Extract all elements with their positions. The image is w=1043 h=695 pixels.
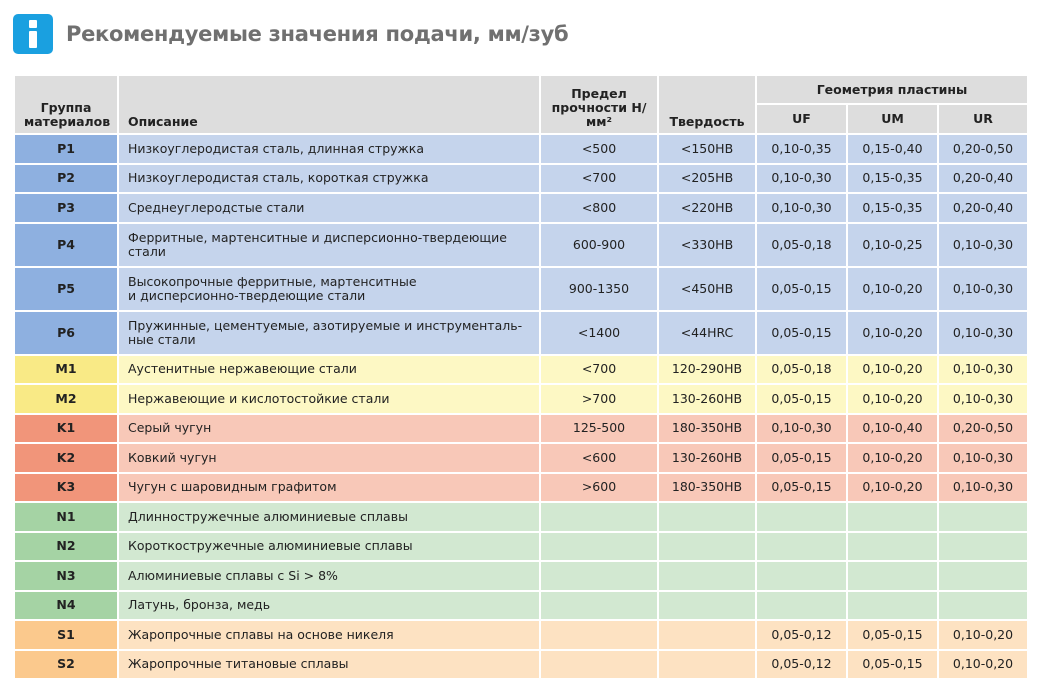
feed-table: [13, 74, 1029, 680]
hardness-cell: 130-260HB: [658, 443, 756, 473]
strength-cell: <500: [540, 134, 658, 164]
description-line: Ферритные, мартенситные и дисперсионно-твердеющие: [128, 229, 507, 245]
material-description: Аустенитные нержавеющие стали: [118, 355, 540, 385]
ur-cell: [938, 532, 1028, 562]
um-cell: 0,05-0,15: [847, 650, 938, 680]
strength-cell: <600: [540, 443, 658, 473]
hardness-cell: <450HB: [658, 267, 756, 311]
hardness-cell: <150HB: [658, 134, 756, 164]
material-description: Ковкий чугун: [118, 443, 540, 473]
uf-cell: 0,05-0,15: [756, 473, 847, 503]
table-row: [14, 311, 1028, 355]
material-description: [118, 311, 540, 355]
hardness-cell: <205HB: [658, 164, 756, 194]
strength-cell: <700: [540, 164, 658, 194]
uf-cell: 0,10-0,30: [756, 414, 847, 444]
info-icon: [13, 14, 53, 54]
description-line: и дисперсионно-твердеющие стали: [128, 287, 366, 303]
uf-cell: 0,05-0,12: [756, 650, 847, 680]
table-row: [14, 443, 1028, 473]
description-line: Высокопрочные ферритные, мартенситные: [128, 273, 417, 289]
material-group: K2: [14, 443, 118, 473]
uf-cell: [756, 502, 847, 532]
table-row: [14, 502, 1028, 532]
material-group: P3: [14, 193, 118, 223]
hardness-cell: [658, 502, 756, 532]
um-cell: 0,10-0,20: [847, 443, 938, 473]
material-description: [118, 267, 540, 311]
material-group: S1: [14, 620, 118, 650]
material-group: M2: [14, 384, 118, 414]
ur-cell: 0,10-0,30: [938, 311, 1028, 355]
uf-cell: 0,05-0,15: [756, 443, 847, 473]
header-um: UM: [847, 104, 938, 134]
ur-cell: 0,20-0,40: [938, 164, 1028, 194]
material-description: Жаропрочные сплавы на основе никеля: [118, 620, 540, 650]
um-cell: [847, 502, 938, 532]
uf-cell: 0,05-0,15: [756, 384, 847, 414]
ur-cell: 0,10-0,30: [938, 267, 1028, 311]
uf-cell: 0,10-0,30: [756, 164, 847, 194]
material-group: P5: [14, 267, 118, 311]
material-group: N2: [14, 532, 118, 562]
uf-cell: 0,05-0,15: [756, 267, 847, 311]
hardness-cell: 180-350HB: [658, 473, 756, 503]
material-description: Алюминиевые сплавы с Si > 8%: [118, 561, 540, 591]
um-cell: [847, 561, 938, 591]
table-row: [14, 384, 1028, 414]
strength-cell: 900-1350: [540, 267, 658, 311]
uf-cell: 0,10-0,35: [756, 134, 847, 164]
material-group: P6: [14, 311, 118, 355]
hardness-cell: [658, 532, 756, 562]
material-group: N3: [14, 561, 118, 591]
material-description: Длинностружечные алюминиевые сплавы: [118, 502, 540, 532]
ur-cell: 0,10-0,30: [938, 355, 1028, 385]
um-cell: 0,10-0,20: [847, 267, 938, 311]
um-cell: 0,10-0,20: [847, 384, 938, 414]
header-geometry: Геометрия пластины: [756, 75, 1028, 104]
strength-cell: [540, 650, 658, 680]
um-cell: 0,10-0,20: [847, 473, 938, 503]
table-row: [14, 134, 1028, 164]
strength-cell: [540, 591, 658, 621]
page-title: Рекомендуемые значения подачи, мм/зуб: [66, 22, 569, 46]
ur-cell: [938, 502, 1028, 532]
uf-cell: 0,05-0,18: [756, 355, 847, 385]
material-group: N1: [14, 502, 118, 532]
description-line: ные стали: [128, 331, 196, 347]
header-description: Описание: [118, 75, 540, 134]
material-group: N4: [14, 591, 118, 621]
table-row: [14, 223, 1028, 267]
table-row: [14, 267, 1028, 311]
material-group: P1: [14, 134, 118, 164]
uf-cell: 0,10-0,30: [756, 193, 847, 223]
table-row: [14, 193, 1028, 223]
strength-cell: <1400: [540, 311, 658, 355]
ur-cell: [938, 561, 1028, 591]
hardness-cell: [658, 591, 756, 621]
um-cell: [847, 532, 938, 562]
hardness-cell: <220HB: [658, 193, 756, 223]
hardness-cell: 130-260HB: [658, 384, 756, 414]
hardness-cell: 180-350HB: [658, 414, 756, 444]
hardness-cell: [658, 650, 756, 680]
material-description: Низкоуглеродистая сталь, длинная стружка: [118, 134, 540, 164]
material-group: M1: [14, 355, 118, 385]
strength-cell: 600-900: [540, 223, 658, 267]
uf-cell: 0,05-0,18: [756, 223, 847, 267]
um-cell: [847, 591, 938, 621]
material-group: K1: [14, 414, 118, 444]
hardness-cell: <44HRC: [658, 311, 756, 355]
table-body: [14, 134, 1028, 679]
material-description: Чугун с шаровидным графитом: [118, 473, 540, 503]
hardness-cell: 120-290HB: [658, 355, 756, 385]
strength-cell: [540, 620, 658, 650]
header-ur: UR: [938, 104, 1028, 134]
material-group: K3: [14, 473, 118, 503]
material-group: P2: [14, 164, 118, 194]
strength-cell: >600: [540, 473, 658, 503]
material-description: Серый чугун: [118, 414, 540, 444]
header-uf: UF: [756, 104, 847, 134]
material-description: Латунь, бронза, медь: [118, 591, 540, 621]
description-line: Пружинные, цементуемые, азотируемые и инструменталь-: [128, 317, 523, 333]
strength-cell: [540, 502, 658, 532]
um-cell: 0,10-0,40: [847, 414, 938, 444]
table-row: [14, 532, 1028, 562]
ur-cell: 0,10-0,20: [938, 620, 1028, 650]
table-row: [14, 414, 1028, 444]
description-line: стали: [128, 243, 166, 259]
table-row: [14, 561, 1028, 591]
strength-cell: 125-500: [540, 414, 658, 444]
strength-cell: >700: [540, 384, 658, 414]
um-cell: 0,10-0,20: [847, 311, 938, 355]
material-description: Нержавеющие и кислотостойкие стали: [118, 384, 540, 414]
ur-cell: [938, 591, 1028, 621]
ur-cell: 0,20-0,50: [938, 414, 1028, 444]
ur-cell: 0,10-0,20: [938, 650, 1028, 680]
title-row: [13, 14, 568, 54]
ur-cell: 0,10-0,30: [938, 384, 1028, 414]
um-cell: 0,10-0,20: [847, 355, 938, 385]
table-row: [14, 164, 1028, 194]
um-cell: 0,15-0,35: [847, 164, 938, 194]
material-description: Низкоуглеродистая сталь, короткая стружка: [118, 164, 540, 194]
um-cell: 0,15-0,40: [847, 134, 938, 164]
ur-cell: 0,10-0,30: [938, 223, 1028, 267]
ur-cell: 0,10-0,30: [938, 443, 1028, 473]
header-hardness: Твердость: [658, 75, 756, 134]
strength-cell: <800: [540, 193, 658, 223]
hardness-cell: <330HB: [658, 223, 756, 267]
table-row: [14, 355, 1028, 385]
hardness-cell: [658, 561, 756, 591]
strength-cell: <700: [540, 355, 658, 385]
um-cell: 0,15-0,35: [847, 193, 938, 223]
uf-cell: [756, 532, 847, 562]
material-description: Короткостружечные алюминиевые сплавы: [118, 532, 540, 562]
table-row: [14, 591, 1028, 621]
um-cell: 0,05-0,15: [847, 620, 938, 650]
material-description: Среднеуглеродстые стали: [118, 193, 540, 223]
table-row: [14, 620, 1028, 650]
strength-cell: [540, 561, 658, 591]
header-group: Группа материалов: [14, 75, 118, 134]
header-strength: Предел прочности Н/мм²: [540, 75, 658, 134]
uf-cell: [756, 591, 847, 621]
ur-cell: 0,10-0,30: [938, 473, 1028, 503]
material-description: Жаропрочные титановые сплавы: [118, 650, 540, 680]
table-row: [14, 650, 1028, 680]
strength-cell: [540, 532, 658, 562]
um-cell: 0,10-0,25: [847, 223, 938, 267]
hardness-cell: [658, 620, 756, 650]
table-row: [14, 473, 1028, 503]
uf-cell: 0,05-0,15: [756, 311, 847, 355]
material-description: [118, 223, 540, 267]
material-group: S2: [14, 650, 118, 680]
ur-cell: 0,20-0,50: [938, 134, 1028, 164]
uf-cell: [756, 561, 847, 591]
material-group: P4: [14, 223, 118, 267]
uf-cell: 0,05-0,12: [756, 620, 847, 650]
ur-cell: 0,20-0,40: [938, 193, 1028, 223]
